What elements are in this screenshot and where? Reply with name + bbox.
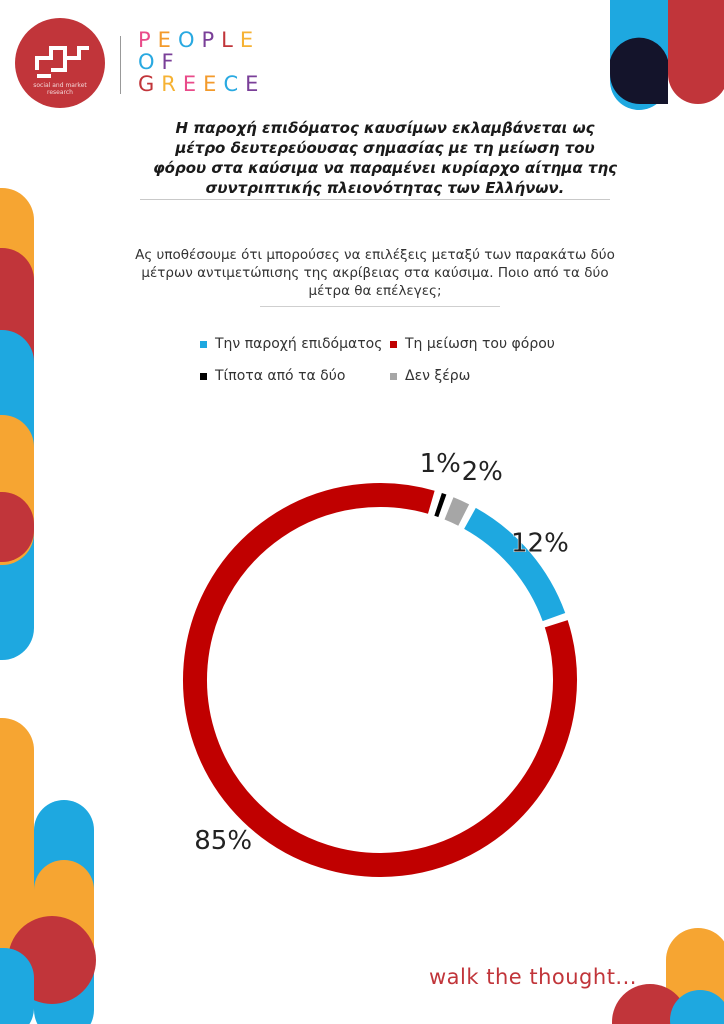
footer-tagline: walk the thought...: [429, 965, 637, 989]
top-right-decoration: [610, 0, 724, 110]
legend-swatch: [200, 341, 207, 348]
data-label: 2%: [461, 456, 503, 487]
headline: Η παροχή επιδόματος καυσίμων εκλαμβάνεται ως μέτρο δευτερεύουσας σημασίας με τη μείωση του φόρου στα καύσιμα να παραμένει κυρίαρχο αίτημα της συντριπτικής πλειονότητας των Ελλήνων.: [152, 119, 618, 197]
legend-item-allowance: [200, 336, 382, 352]
brand-letter: E: [157, 28, 178, 52]
question-divider: [260, 306, 500, 307]
donut-segment: [438, 504, 442, 505]
brand-letter: G: [138, 72, 162, 96]
survey-question: Ας υποθέσουμε ότι μπορούσες να επιλέξεις μεταξύ των παρακάτω δύο μέτρων αντιμετώπισης της ακρίβειας στα καύσιμα. Ποιο από τα δύο μέτρα θα επέλεγες;: [135, 247, 615, 299]
brand-name-line: [138, 28, 260, 52]
legend-label: Τη μείωση του φόρου: [405, 336, 555, 352]
brand-letter: R: [161, 72, 183, 96]
data-label: 85%: [194, 825, 253, 856]
brand-letter: P: [138, 28, 158, 52]
brand-name-line: [138, 50, 181, 74]
brand-letter: E: [239, 28, 261, 52]
data-label: 12%: [511, 528, 569, 559]
brand-letter: O: [177, 28, 202, 52]
logo-caption: social and market research: [33, 82, 87, 96]
brand-letter: E: [245, 72, 266, 96]
legend-label: Δεν ξέρω: [405, 368, 471, 384]
brand-letter: E: [182, 72, 204, 96]
deco-pill: [668, 0, 724, 104]
deco-shape: [610, 38, 668, 104]
brand-letter: F: [161, 50, 181, 74]
legend-swatch: [390, 373, 397, 380]
brand-letter: O: [138, 50, 162, 74]
legend-swatch: [390, 341, 397, 348]
legend-item-dont-know: [390, 368, 470, 384]
left-decoration: [0, 188, 96, 1024]
legend-item-tax-cut: [390, 336, 555, 352]
data-label: 1%: [419, 448, 461, 479]
legend-swatch: [200, 373, 207, 380]
brand-letter: E: [203, 72, 224, 96]
brand-letter: L: [221, 28, 240, 52]
donut-segment: [449, 508, 464, 515]
headline-divider: [140, 199, 610, 200]
brand-divider: [120, 36, 121, 94]
donut-chart: [194, 449, 569, 865]
brand-letter: C: [223, 72, 246, 96]
brand-letter: P: [201, 28, 222, 52]
legend-item-neither: [200, 368, 345, 384]
brand-name-line: [138, 72, 265, 96]
legend-label: Την παροχή επιδόματος: [215, 336, 383, 352]
legend-label: Τίποτα από τα δύο: [215, 368, 346, 384]
